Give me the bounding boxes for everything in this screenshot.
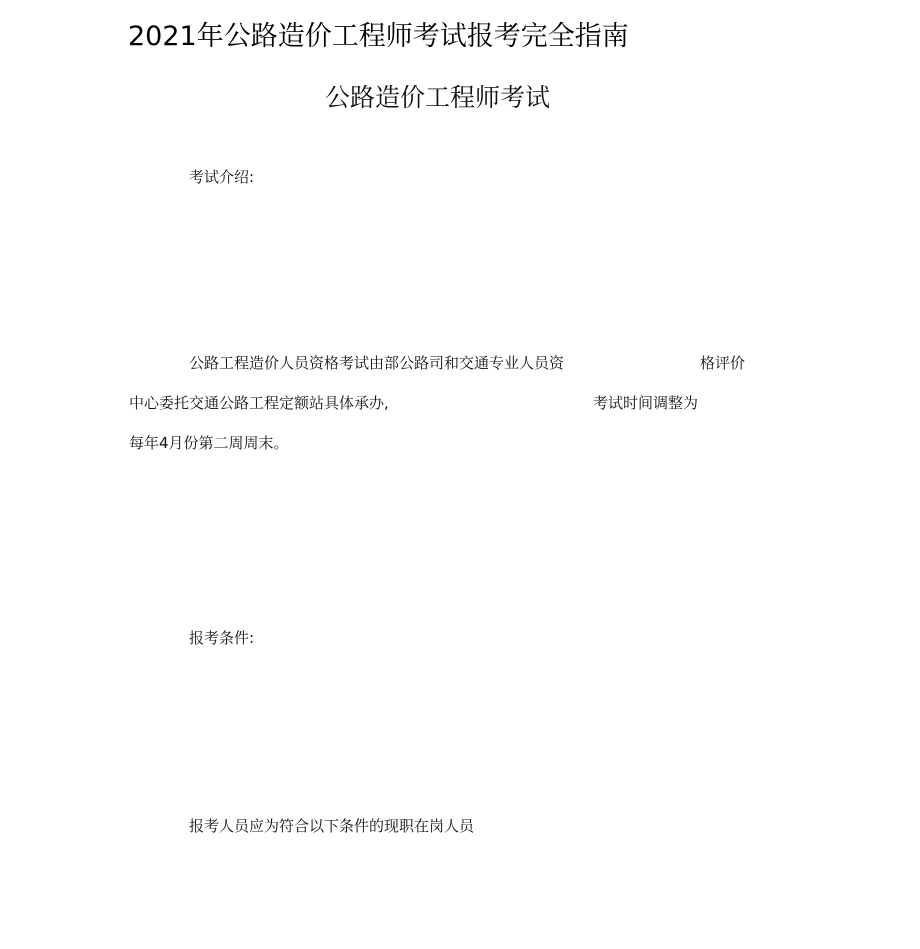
intro-line-1b: 格评价 — [700, 354, 746, 372]
intro-line-2a: 中心委托交通公路工程定额站具体承办, — [129, 394, 389, 412]
document-title: 2021年公路造价工程师考试报考完全指南 — [128, 21, 629, 52]
intro-line-1a: 公路工程造价人员资格考试由部公路司和交通专业人员资 — [189, 354, 565, 372]
section-heading-intro: 考试介绍: — [189, 168, 255, 186]
section-heading-conditions: 报考条件: — [189, 629, 255, 647]
document-subtitle: 公路造价工程师考试 — [325, 83, 551, 112]
intro-line-3: 每年4月份第二周周末。 — [129, 434, 289, 452]
intro-line-2b: 考试时间调整为 — [593, 394, 699, 412]
conditions-line-1: 报考人员应为符合以下条件的现职在岗人员 — [189, 817, 475, 835]
